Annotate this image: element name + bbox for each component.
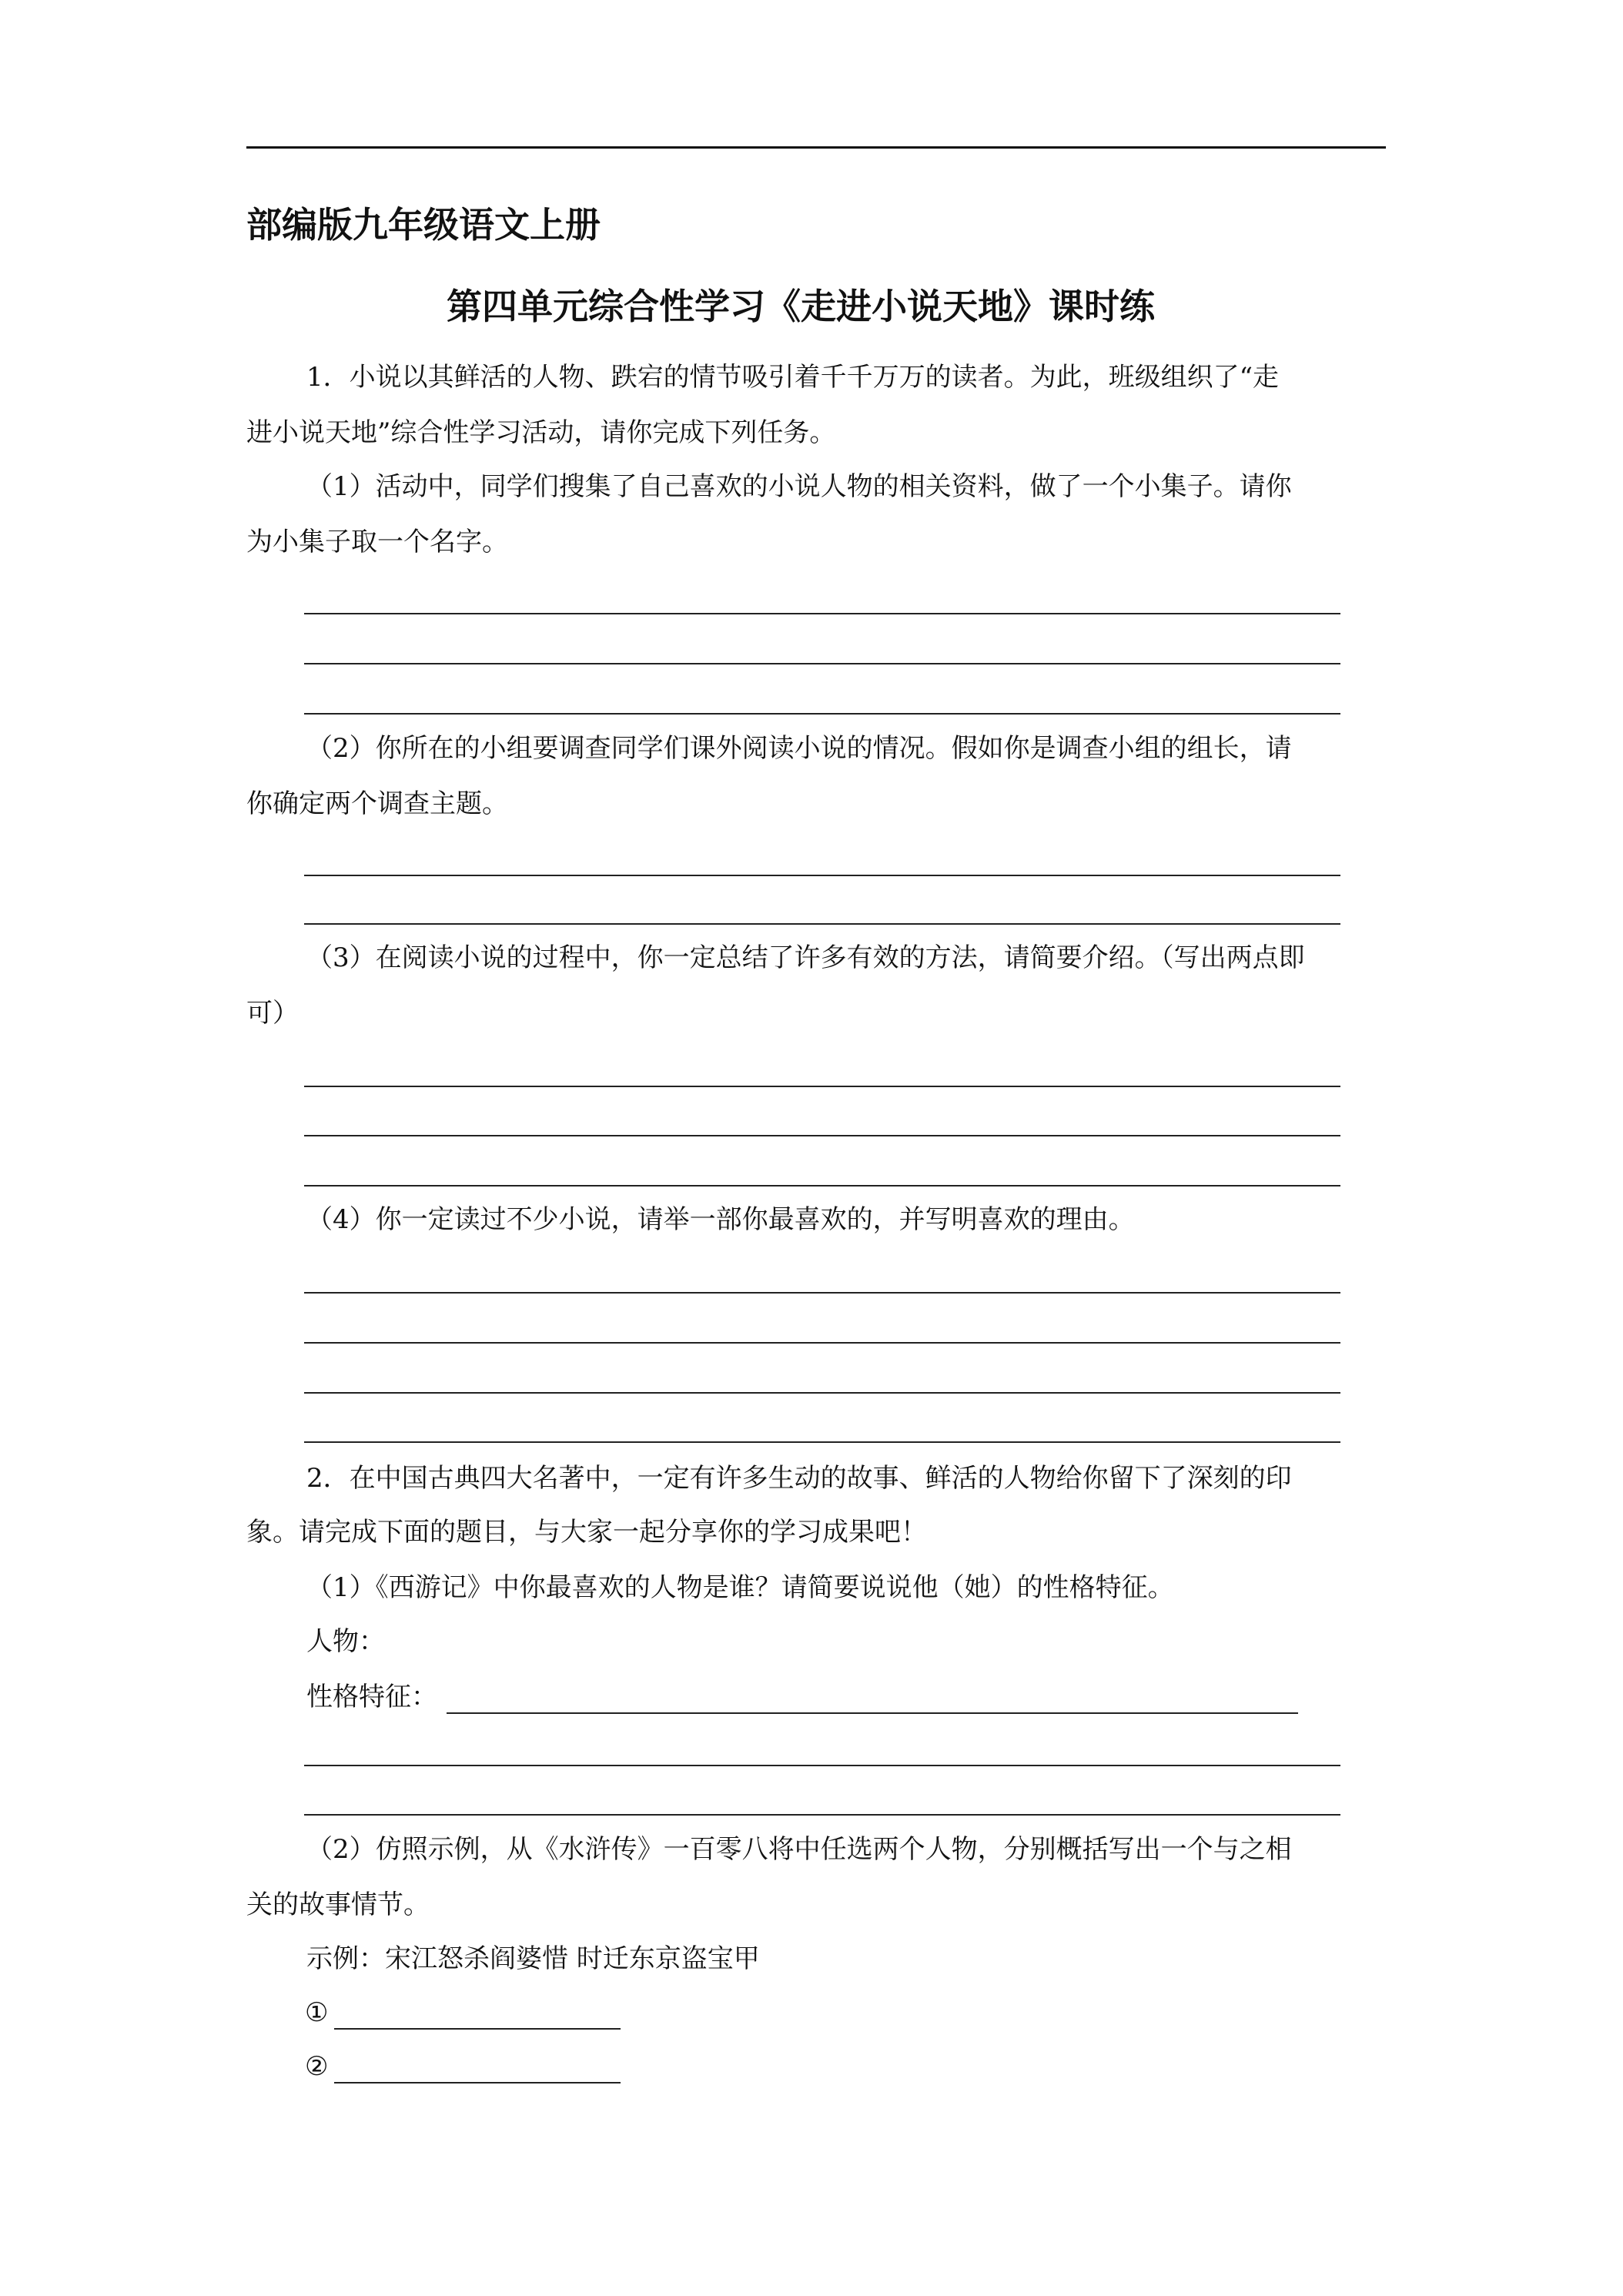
page-title: 第四单元综合性学习《走进小说天地》课时练 xyxy=(447,286,1155,327)
q2-intro-line1: 2．在中国古典四大名著中，一定有许多生动的故事、鲜活的人物给你留下了深刻的印 xyxy=(306,1463,1292,1494)
answer-line[interactable] xyxy=(304,1342,1340,1344)
q1-part2-line2: 你确定两个调查主题。 xyxy=(246,788,508,819)
character-label: 人物： xyxy=(306,1626,385,1657)
blank1-marker: ① xyxy=(305,1997,329,2028)
answer-line[interactable] xyxy=(304,1441,1340,1443)
q2-part2-line1: （2）仿照示例，从《水浒传》一百零八将中任选两个人物，分别概括写出一个与之相 xyxy=(306,1834,1292,1865)
example-line: 示例：宋江怒杀阎婆惜 时迁东京盗宝甲 xyxy=(306,1943,760,1974)
blank2-marker: ② xyxy=(305,2051,329,2082)
q2-intro-line2: 象。请完成下面的题目，与大家一起分享你的学习成果吧！ xyxy=(246,1517,927,1548)
answer-line[interactable] xyxy=(304,1292,1340,1294)
q1-intro-line1: 1．小说以其鲜活的人物、跌宕的情节吸引着千千万万的读者。为此，班级组织了“走 xyxy=(306,362,1280,393)
q2-part1-line1: （1）《西游记》中你最喜欢的人物是谁？请简要说说他（她）的性格特征。 xyxy=(306,1572,1174,1603)
q1-part1-line1: （1）活动中，同学们搜集了自己喜欢的小说人物的相关资料，做了一个小集子。请你 xyxy=(306,471,1292,502)
publisher-heading: 部编版九年级语文上册 xyxy=(246,204,601,246)
q1-part2-line1: （2）你所在的小组要调查同学们课外阅读小说的情况。假如你是调查小组的组长，请 xyxy=(306,733,1292,764)
q1-part1-line2: 为小集子取一个名字。 xyxy=(246,527,508,557)
q1-part4-line1: （4）你一定读过不少小说，请举一部你最喜欢的，并写明喜欢的理由。 xyxy=(306,1204,1135,1235)
answer-line[interactable] xyxy=(304,1392,1340,1394)
blank1-answer-line[interactable] xyxy=(334,2028,621,2030)
q1-part3-line2: 可） xyxy=(246,998,299,1029)
q1-part3-line1: （3）在阅读小说的过程中，你一定总结了许多有效的方法，请简要介绍。（写出两点即 xyxy=(306,942,1305,973)
trait-answer-line[interactable] xyxy=(447,1712,1298,1714)
answer-line[interactable] xyxy=(304,1814,1340,1816)
answer-line[interactable] xyxy=(304,613,1340,614)
answer-line[interactable] xyxy=(304,875,1340,876)
answer-line[interactable] xyxy=(304,663,1340,664)
q2-part2-line2: 关的故事情节。 xyxy=(246,1889,430,1920)
answer-line[interactable] xyxy=(304,923,1340,925)
answer-line[interactable] xyxy=(304,1185,1340,1186)
q1-intro-line2: 进小说天地”综合性学习活动，请你完成下列任务。 xyxy=(246,417,836,448)
answer-line[interactable] xyxy=(304,1765,1340,1766)
answer-line[interactable] xyxy=(304,1135,1340,1136)
answer-line[interactable] xyxy=(304,1086,1340,1087)
header-rule xyxy=(246,146,1386,149)
trait-label: 性格特征： xyxy=(306,1682,437,1712)
blank2-answer-line[interactable] xyxy=(334,2082,621,2083)
answer-line[interactable] xyxy=(304,713,1340,715)
